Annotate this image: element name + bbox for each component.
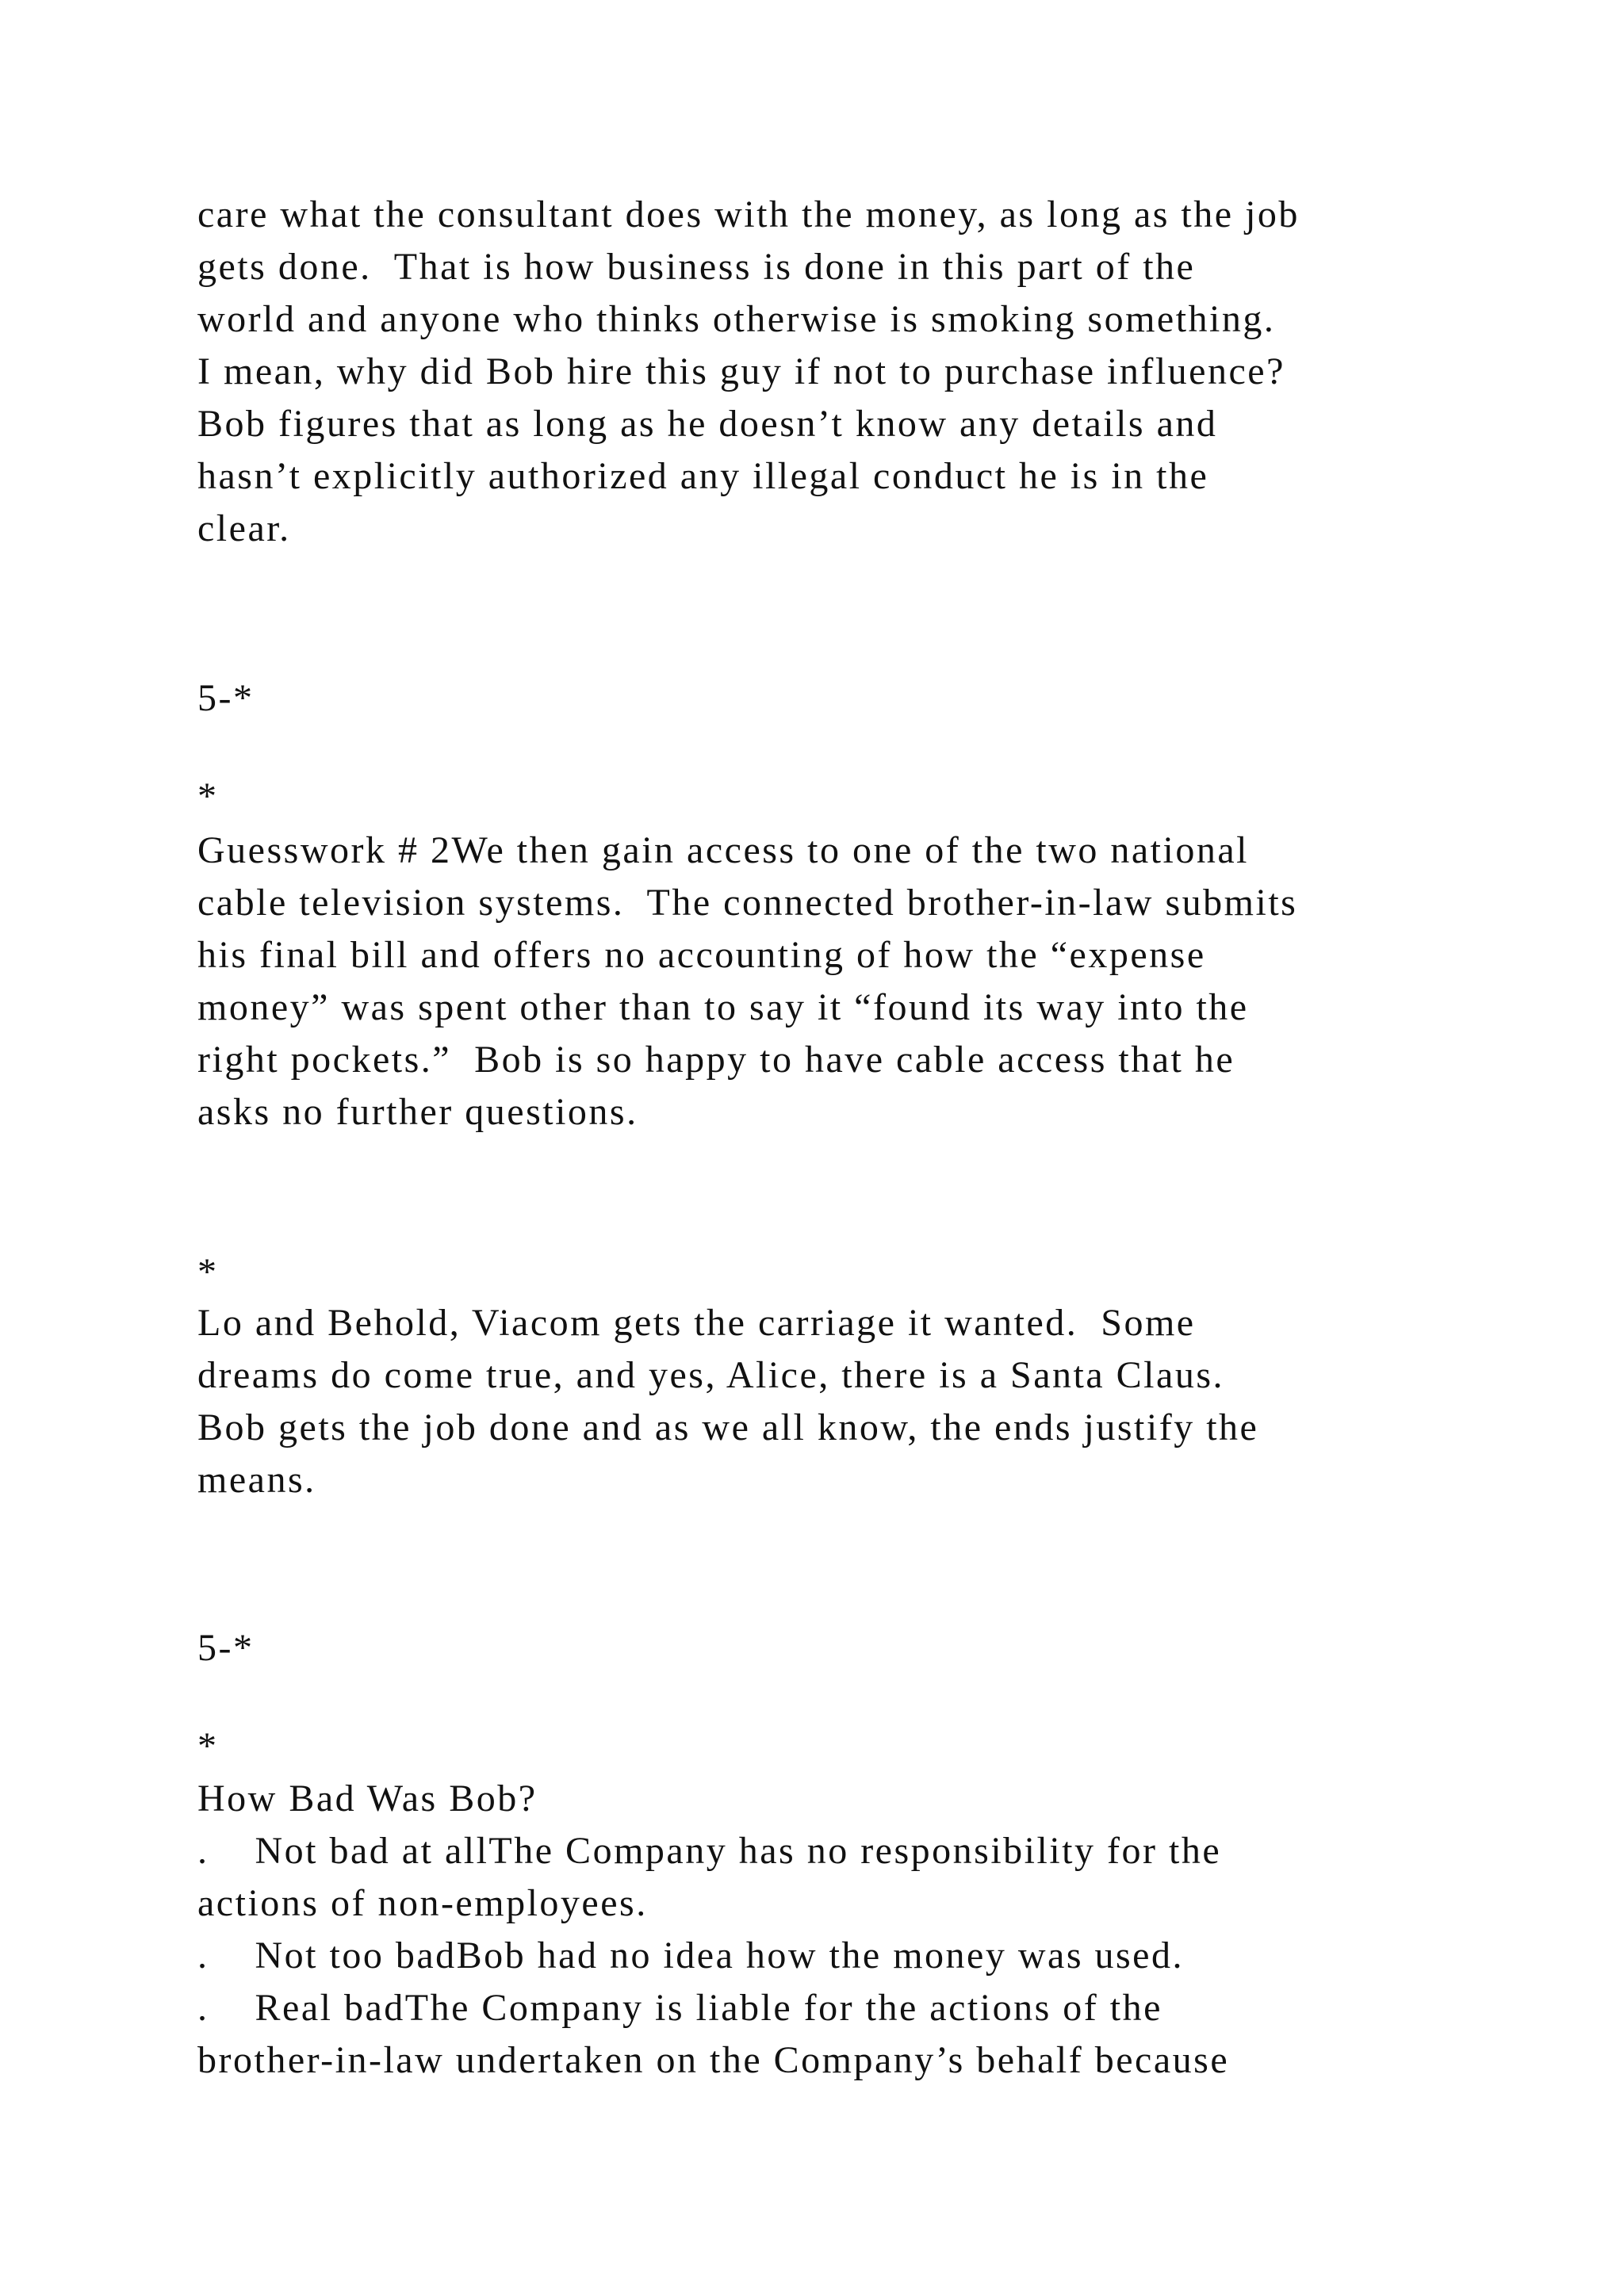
text-line: hasn’t explicitly authorized any illegal conduct he is in the — [197, 455, 1209, 497]
text-line: Bob gets the job done and as we all know, the ends justify the — [197, 1406, 1259, 1448]
text-line: I mean, why did Bob hire this guy if not to purchase influence? — [197, 350, 1285, 392]
text-line: Lo and Behold, Viacom gets the carriage it wanted. Some — [197, 1302, 1196, 1344]
text-line: dreams do come true, and yes, Alice, there is a Santa Claus. — [197, 1354, 1224, 1396]
text-line: . Not too badBob had no idea how the money was used. — [197, 1934, 1184, 1976]
text-line: world and anyone who thinks otherwise is smoking something. — [197, 298, 1276, 340]
text-line: . Not bad at allThe Company has no responsibility for the — [197, 1830, 1222, 1872]
slide-number: 5-* — [197, 677, 255, 719]
text-line: asks no further questions. — [197, 1091, 638, 1133]
text-line: . Real badThe Company is liable for the actions of the — [197, 1987, 1162, 2029]
slide-number: 5-* — [197, 1627, 255, 1669]
bullet-marker: * — [197, 1251, 219, 1293]
section-heading: How Bad Was Bob? — [197, 1777, 538, 1820]
text-line: gets done. That is how business is done in this part of the — [197, 246, 1196, 288]
text-line: cable television systems. The connected brother-in-law submits — [197, 882, 1298, 924]
text-line: clear. — [197, 507, 291, 549]
text-line: Guesswork # 2We then gain access to one of the two national — [197, 829, 1249, 871]
text-line: brother-in-law undertaken on the Company’s behalf because — [197, 2039, 1230, 2081]
text-line: money” was spent other than to say it “found its way into the — [197, 986, 1249, 1028]
bullet-marker: * — [197, 775, 219, 817]
text-line: means. — [197, 1459, 316, 1501]
text-line: his final bill and offers no accounting of how the “expense — [197, 934, 1206, 976]
bullet-marker: * — [197, 1725, 219, 1767]
text-line: Bob figures that as long as he doesn’t know any details and — [197, 403, 1218, 445]
text-line: actions of non-employees. — [197, 1882, 648, 1924]
text-line: care what the consultant does with the money, as long as the job — [197, 193, 1300, 235]
text-line: right pockets.” Bob is so happy to have cable access that he — [197, 1039, 1235, 1081]
